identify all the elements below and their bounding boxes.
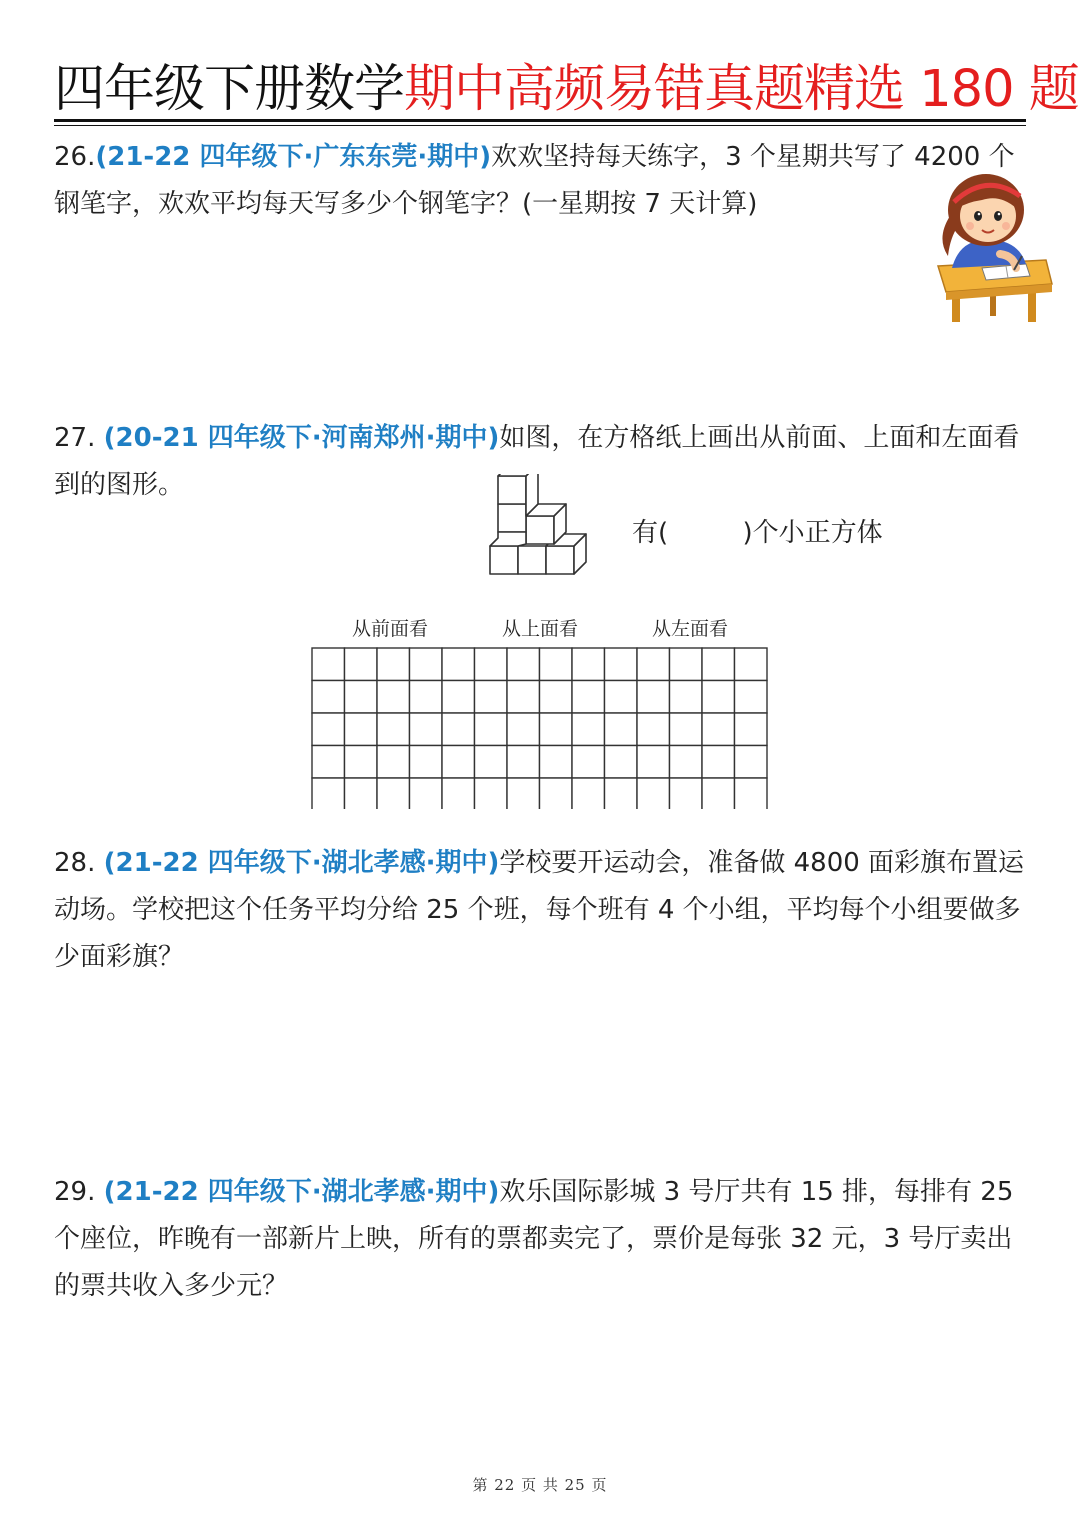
grid-cell[interactable]: [637, 681, 670, 714]
grid-cell[interactable]: [475, 746, 508, 779]
grid-cell[interactable]: [637, 746, 670, 779]
grid-cell[interactable]: [507, 713, 540, 746]
grid-cell[interactable]: [670, 713, 703, 746]
grid-cell[interactable]: [735, 681, 768, 714]
girl-writing-illustration: [930, 168, 1054, 332]
grid-cell[interactable]: [377, 648, 410, 681]
grid-cell[interactable]: [637, 648, 670, 681]
grid-cell[interactable]: [605, 713, 638, 746]
grid-cell[interactable]: [735, 778, 768, 809]
grid-cell[interactable]: [572, 713, 605, 746]
question-text: 欢乐国际影城 3 号厅共有 15 排，每排有 25 个座位，昨晚有一部新片上映，所有的票都卖完了，票价是每张 32 元，3 号厅卖出的票共收入多少元？: [54, 1177, 1014, 1301]
grid-cell[interactable]: [735, 648, 768, 681]
question-text: 欢欢坚持每天练字，3 个星期共写了 4200 个钢笔字，欢欢平均每天写多少个钢笔字？(一星期按 7 天计算): [54, 142, 1015, 219]
grid-cell[interactable]: [312, 648, 345, 681]
grid-cell[interactable]: [540, 778, 573, 809]
grid-cell[interactable]: [410, 648, 443, 681]
grid-cell[interactable]: [605, 681, 638, 714]
grid-cell[interactable]: [345, 681, 378, 714]
grid-cell[interactable]: [702, 746, 735, 779]
grid-cell[interactable]: [540, 648, 573, 681]
cube-stack-figure: [486, 474, 594, 582]
grid-cell[interactable]: [605, 746, 638, 779]
page-number: 第 22 页 共 25 页: [472, 1476, 608, 1494]
grid-label-front: 从前面看: [352, 618, 429, 640]
grid-cell[interactable]: [442, 778, 475, 809]
grid-cell[interactable]: [507, 778, 540, 809]
title-rule-thin: [54, 125, 1026, 126]
grid-cell[interactable]: [410, 778, 443, 809]
grid-cell[interactable]: [540, 713, 573, 746]
question-source: (21-22 四年级下·湖北孝感·期中): [103, 848, 500, 878]
grid-cell[interactable]: [442, 746, 475, 779]
grid-cell[interactable]: [702, 681, 735, 714]
question-28: [54, 840, 1029, 981]
grid-cell[interactable]: [507, 746, 540, 779]
grid-cell[interactable]: [442, 648, 475, 681]
cube-count-blank[interactable]: 有( )个小正方体: [632, 518, 883, 548]
title-main: 四年级下册数学: [54, 60, 405, 119]
grid-cell[interactable]: [637, 778, 670, 809]
grid-cell[interactable]: [312, 778, 345, 809]
grid-cell[interactable]: [345, 713, 378, 746]
question-number: 27.: [54, 423, 96, 453]
grid-cell[interactable]: [572, 648, 605, 681]
grid-cell[interactable]: [410, 746, 443, 779]
grid-cell[interactable]: [702, 648, 735, 681]
grid-cell[interactable]: [312, 746, 345, 779]
grid-cell[interactable]: [442, 713, 475, 746]
title-rule-thick: [54, 119, 1026, 122]
grid-cell[interactable]: [605, 648, 638, 681]
question-source: (20-21 四年级下·河南郑州·期中): [103, 423, 500, 453]
question-text: 如图，在方格纸上画出从前面、上面和左面看到的图形。: [54, 423, 1020, 500]
question-29: [54, 1169, 1029, 1310]
grid-cell[interactable]: [702, 778, 735, 809]
grid-cell[interactable]: [377, 778, 410, 809]
grid-cell[interactable]: [312, 681, 345, 714]
grid-cell[interactable]: [410, 713, 443, 746]
grid-cell[interactable]: [475, 681, 508, 714]
grid-cell[interactable]: [572, 778, 605, 809]
grid-cell[interactable]: [377, 681, 410, 714]
grid-cell[interactable]: [345, 778, 378, 809]
question-number: 29.: [54, 1177, 96, 1207]
grid-cell[interactable]: [377, 713, 410, 746]
question-number: 26.: [54, 142, 96, 172]
grid-cell[interactable]: [442, 681, 475, 714]
grid-cell[interactable]: [735, 713, 768, 746]
grid-cell[interactable]: [475, 713, 508, 746]
question-source: (21-22 四年级下·湖北孝感·期中): [103, 1177, 500, 1207]
grid-cell[interactable]: [637, 713, 670, 746]
grid-cell[interactable]: [345, 746, 378, 779]
question-source: (21-22 四年级下·广东东莞·期中): [95, 142, 492, 172]
title-highlight: 期中高频易错真题精选 180 题: [404, 60, 1079, 119]
grid-cell[interactable]: [377, 746, 410, 779]
question-text: 学校要开运动会，准备做 4800 面彩旗布置运动场。学校把这个任务平均分给 25 个班，每个班有 4 个小组，平均每个小组要做多少面彩旗？: [54, 848, 1025, 972]
grid-cell[interactable]: [670, 778, 703, 809]
grid-cell[interactable]: [670, 746, 703, 779]
drawing-grid[interactable]: [311, 647, 769, 813]
grid-cell[interactable]: [475, 778, 508, 809]
grid-cell[interactable]: [507, 681, 540, 714]
grid-cell[interactable]: [410, 681, 443, 714]
grid-cell[interactable]: [670, 648, 703, 681]
grid-cell[interactable]: [572, 681, 605, 714]
grid-cell[interactable]: [702, 713, 735, 746]
grid-label-left: 从左面看: [652, 618, 729, 640]
grid-cell[interactable]: [345, 648, 378, 681]
grid-cell[interactable]: [735, 746, 768, 779]
grid-cell[interactable]: [540, 746, 573, 779]
grid-cell[interactable]: [507, 648, 540, 681]
page-title: [54, 58, 1079, 122]
question-number: 28.: [54, 848, 96, 878]
grid-cell[interactable]: [605, 778, 638, 809]
grid-cell[interactable]: [670, 681, 703, 714]
grid-label-top: 从上面看: [502, 618, 579, 640]
grid-cell[interactable]: [540, 681, 573, 714]
grid-cell[interactable]: [572, 746, 605, 779]
grid-cell[interactable]: [475, 648, 508, 681]
question-26: [54, 134, 1029, 228]
grid-cell[interactable]: [312, 713, 345, 746]
